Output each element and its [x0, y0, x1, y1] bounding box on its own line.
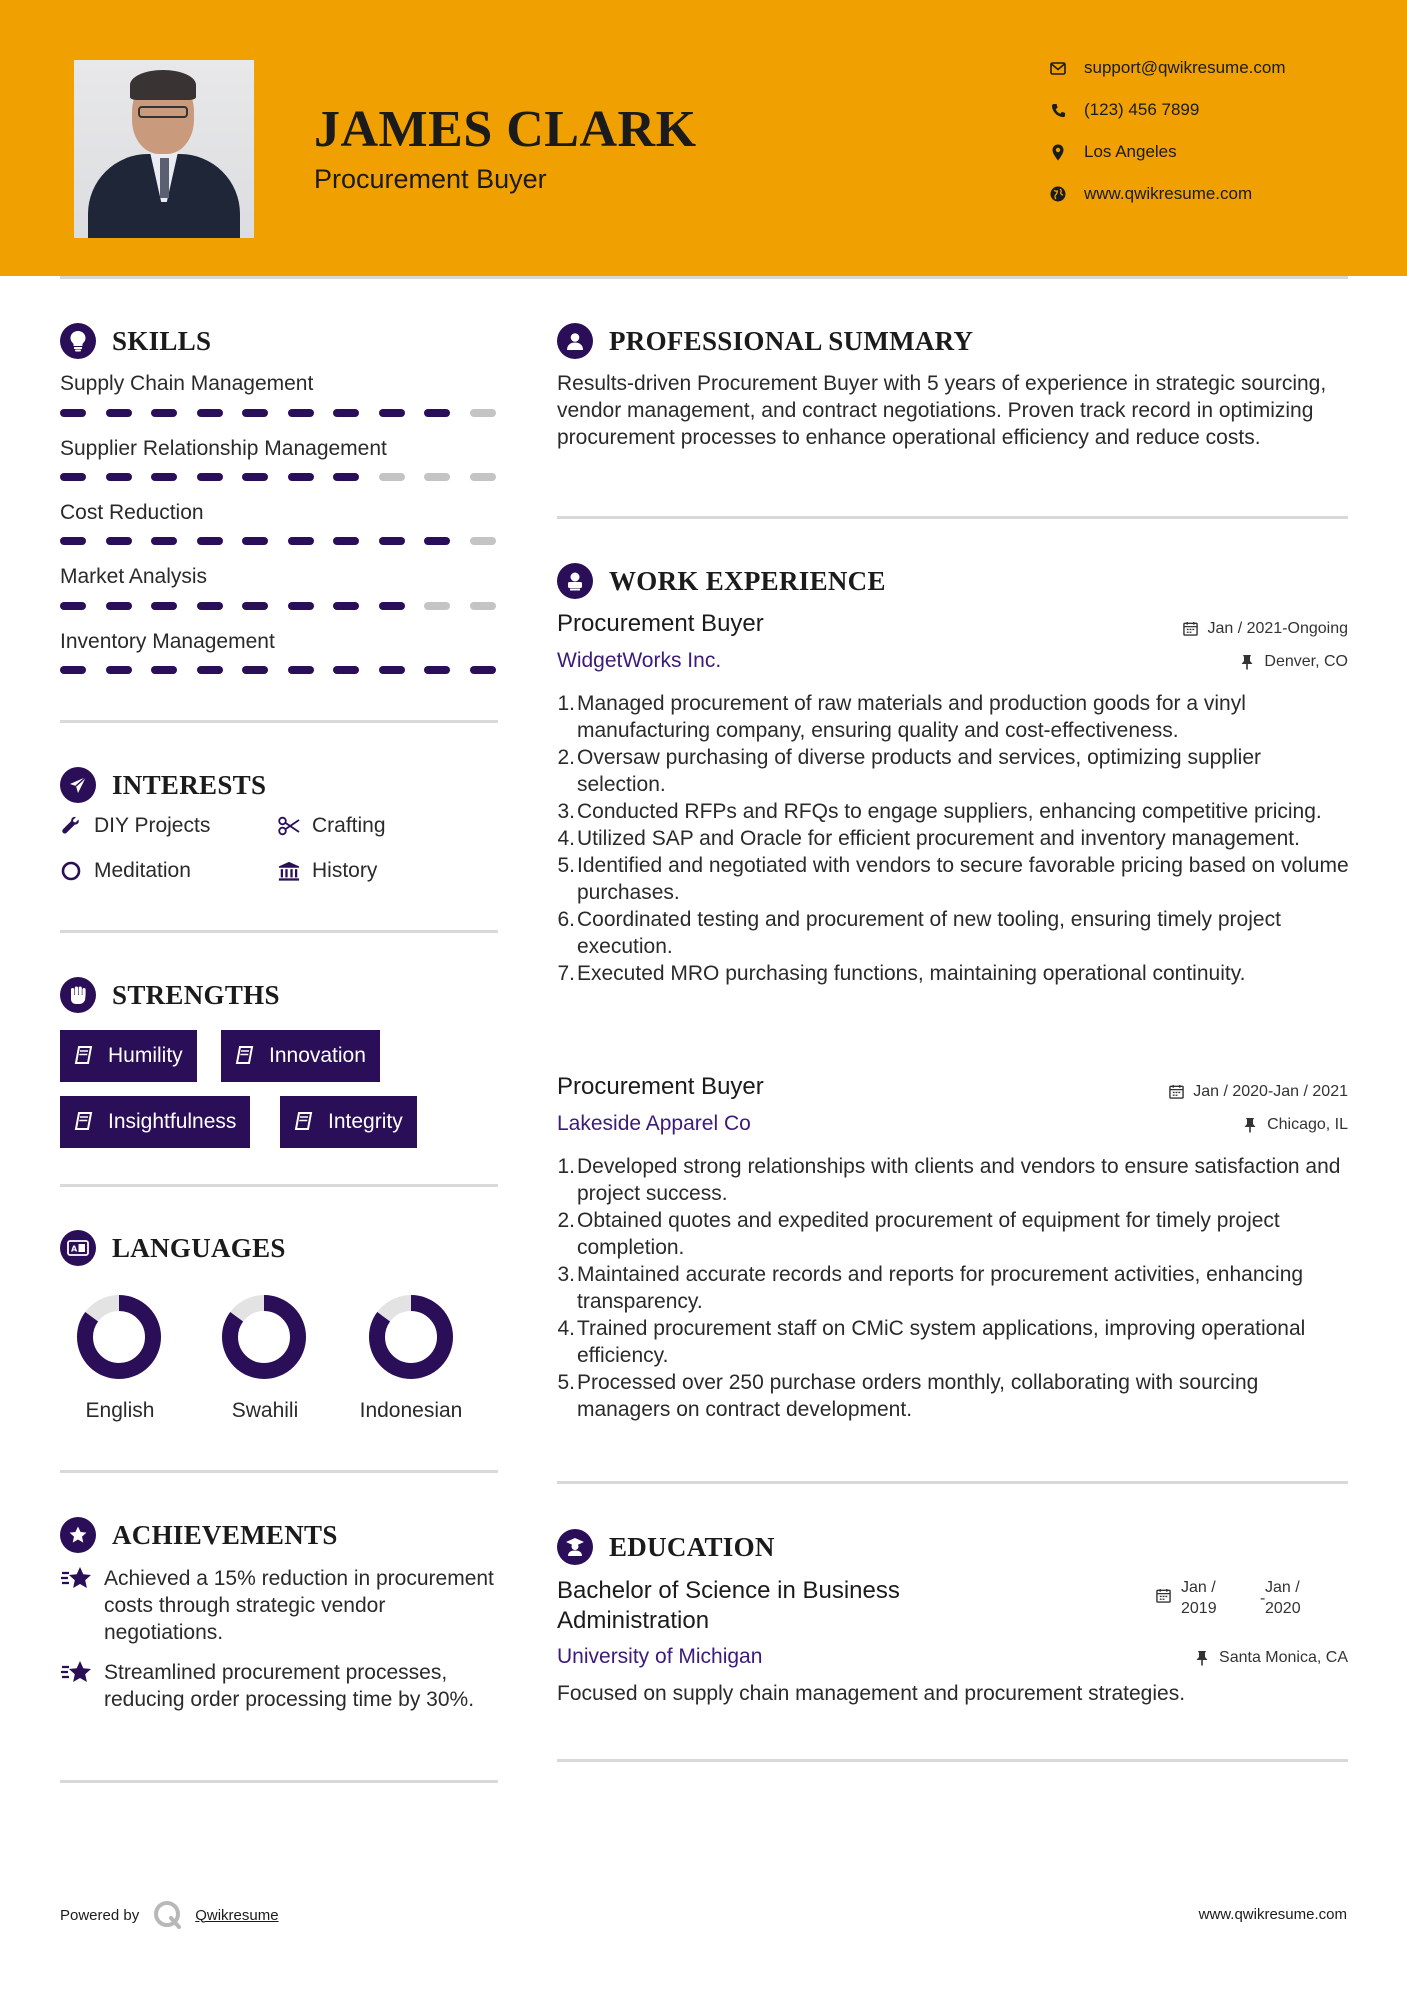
footer-powered-by [60, 1900, 279, 1930]
svg-text:A: A [71, 1244, 78, 1254]
strength-badge: Humility [60, 1030, 197, 1082]
job-bullet: 4. Utilized SAP and Oracle for efficient procurement and inventory management. [557, 827, 1300, 850]
job-dates: Jan / 2021-Ongoing [1183, 620, 1348, 638]
skill-dash [197, 602, 223, 610]
skill-dash [288, 666, 314, 674]
job-bullet-list [554, 1153, 1354, 1423]
wrench-icon [60, 815, 82, 837]
book-icon [74, 1045, 96, 1067]
briefcase-icon [557, 563, 593, 599]
pushpin-icon [1195, 1650, 1211, 1666]
education-description: Focused on supply chain management and procurement strategies. [557, 1682, 1186, 1705]
skill-dash [333, 666, 359, 674]
qwikresume-logo-icon [153, 1900, 183, 1930]
skills-section-title: SKILLS [60, 323, 211, 359]
section-divider [60, 930, 498, 933]
summary-section-title: PROFESSIONAL SUMMARY [557, 323, 973, 359]
skill-dash [379, 409, 405, 417]
skill-dash [288, 602, 314, 610]
calendar-icon [1169, 1084, 1185, 1100]
envelope-icon [1048, 58, 1068, 78]
achievement-item: Streamlined procurement processes, reducing order processing time by 30%. [60, 1659, 500, 1713]
education-section-title: EDUCATION [557, 1529, 775, 1565]
education-end-date: Jan / 2020 [1265, 1579, 1301, 1617]
pushpin-icon [1243, 1117, 1259, 1133]
contact-email-text: support@qwikresume.com [1084, 58, 1286, 77]
candidate-role: Procurement Buyer [314, 164, 547, 194]
job-bullet: 1. Managed procurement of raw materials and production goods for a vinyl manufacturing company, ensuring quality and cost-effectiveness. [557, 692, 1246, 742]
education-location: Santa Monica, CA [1195, 1649, 1348, 1667]
job-title: Procurement Buyer [557, 610, 764, 637]
skill-dash [333, 537, 359, 545]
language-donut [219, 1292, 309, 1382]
job-bullet: 3. Conducted RFPs and RFQs to engage suppliers, enhancing competitive pricing. [557, 800, 1322, 823]
skill-dash [151, 409, 177, 417]
header-divider [60, 276, 1348, 279]
skill-dash [424, 537, 450, 545]
skill-dash [242, 537, 268, 545]
skill-dash [197, 473, 223, 481]
skill-dash [242, 666, 268, 674]
interest-item: History [278, 859, 377, 883]
skill-dash [242, 602, 268, 610]
candidate-name: JAMES CLARK [314, 101, 697, 158]
skill-dash [470, 537, 496, 545]
skill-dash [424, 666, 450, 674]
qwikresume-link[interactable]: Qwikresume [195, 1906, 279, 1924]
calendar-icon [1183, 621, 1199, 637]
lightbulb-icon [60, 323, 96, 359]
job-bullet: 1. Developed strong relationships with clients and vendors to ensure satisfaction and project success. [557, 1155, 1341, 1205]
contact-location-text: Los Angeles [1084, 142, 1177, 161]
museum-icon [278, 860, 300, 882]
language-label: English [85, 1399, 155, 1422]
skill-dash [379, 537, 405, 545]
skill-name: Cost Reduction [60, 501, 204, 524]
languages-section-title: A LANGUAGES [60, 1230, 286, 1266]
powered-by-text: Powered by [60, 1906, 140, 1924]
job-bullet: 7. Executed MRO purchasing functions, maintaining operational continuity. [557, 962, 1246, 985]
language-label: Indonesian [359, 1399, 463, 1422]
company-name: Lakeside Apparel Co [557, 1112, 751, 1135]
achievements-section-title: ACHIEVEMENTS [60, 1517, 338, 1553]
skill-dash [379, 602, 405, 610]
user-icon [557, 323, 593, 359]
language-icon [60, 1230, 96, 1266]
section-divider [60, 1780, 498, 1783]
section-divider [557, 1481, 1348, 1484]
contact-location [1048, 142, 1177, 162]
section-divider [557, 1759, 1348, 1762]
strength-badge: Innovation [221, 1030, 380, 1082]
skill-bar [60, 602, 500, 610]
language-donut [74, 1292, 164, 1382]
education-start-date: Jan / 2019 [1181, 1579, 1217, 1617]
education-date-dash: - [1260, 1590, 1266, 1607]
skill-dash [424, 473, 450, 481]
graduate-icon [557, 1529, 593, 1565]
strength-badge: Integrity [280, 1096, 417, 1148]
map-pin-icon [1048, 142, 1068, 162]
skill-dash [106, 666, 132, 674]
resume-header [0, 0, 1407, 276]
strengths-section-title: STRENGTHS [60, 977, 280, 1013]
job-location: Denver, CO [1240, 653, 1348, 671]
job-bullet: 5. Identified and negotiated with vendors to secure favorable pricing based on volume purchases. [557, 854, 1349, 904]
skill-dash [60, 537, 86, 545]
skill-dash [60, 409, 86, 417]
job-bullet: 6. Coordinated testing and procurement of new tooling, ensuring timely project execution. [557, 908, 1281, 958]
skill-dash [333, 409, 359, 417]
skill-dash [106, 602, 132, 610]
skill-dash [60, 602, 86, 610]
interests-section-title: INTERESTS [60, 767, 266, 803]
contact-email[interactable] [1048, 58, 1286, 78]
contact-website-text: www.qwikresume.com [1084, 184, 1253, 203]
job-bullet: 2. Obtained quotes and expedited procurement of equipment for timely project completion. [557, 1209, 1280, 1259]
skill-dash [60, 666, 86, 674]
education-calendar-icon [1156, 1588, 1171, 1608]
skill-name: Inventory Management [60, 630, 275, 653]
skill-name: Market Analysis [60, 565, 208, 588]
skill-dash [379, 666, 405, 674]
pushpin-icon [1240, 654, 1256, 670]
phone-icon [1048, 100, 1068, 120]
skill-dash [60, 473, 86, 481]
skill-dash [242, 409, 268, 417]
job-location: Chicago, IL [1243, 1116, 1348, 1134]
degree-title: Bachelor of Science in Business Administration [557, 1577, 900, 1634]
circle-icon [60, 860, 82, 882]
skill-dash [197, 537, 223, 545]
contact-website[interactable] [1048, 184, 1252, 204]
paper-plane-icon [60, 767, 96, 803]
fist-icon [60, 977, 96, 1013]
section-divider [60, 1184, 498, 1187]
job-bullet-list [554, 690, 1354, 987]
interest-item: Crafting [278, 814, 386, 838]
skill-dash [470, 473, 496, 481]
scissors-icon [278, 815, 300, 837]
skill-dash [106, 409, 132, 417]
contact-phone[interactable] [1048, 100, 1199, 120]
skill-bar [60, 409, 500, 417]
interest-item: Meditation [60, 859, 191, 883]
footer-website[interactable]: www.qwikresume.com [1198, 1906, 1347, 1923]
skill-dash [470, 409, 496, 417]
skill-dash [288, 473, 314, 481]
company-name: WidgetWorks Inc. [557, 649, 722, 672]
skill-dash [197, 666, 223, 674]
job-title: Procurement Buyer [557, 1073, 764, 1100]
job-bullet: 3. Maintained accurate records and reports for procurement activities, enhancing transparency. [557, 1263, 1304, 1313]
section-divider [60, 1470, 498, 1473]
skill-dash [106, 473, 132, 481]
achievement-item: Achieved a 15% reduction in procurement costs through strategic vendor negotiations. [60, 1565, 500, 1646]
skill-dash [151, 537, 177, 545]
experience-section-title: WORK EXPERIENCE [557, 563, 886, 599]
skill-dash [424, 602, 450, 610]
job-dates: Jan / 2020-Jan / 2021 [1169, 1083, 1348, 1101]
skill-bar [60, 537, 500, 545]
language-label: Swahili [231, 1399, 299, 1422]
skill-dash [288, 537, 314, 545]
book-icon [294, 1111, 316, 1133]
skill-bar [60, 666, 500, 674]
skill-dash [106, 537, 132, 545]
skill-dash [379, 473, 405, 481]
job-bullet: 2. Oversaw purchasing of diverse products and services, optimizing supplier selection. [557, 746, 1261, 796]
strength-badge: Insightfulness [60, 1096, 250, 1148]
skill-dash [151, 666, 177, 674]
book-icon [74, 1111, 96, 1133]
star-badge-icon [60, 1517, 96, 1553]
job-bullet: 4. Trained procurement staff on CMiC system applications, improving operational efficiency. [557, 1317, 1306, 1367]
section-divider [60, 720, 498, 723]
interest-item: DIY Projects [60, 814, 210, 838]
star-icon [60, 1565, 94, 1593]
skill-dash [470, 666, 496, 674]
skill-bar [60, 473, 500, 481]
star-icon [60, 1659, 94, 1687]
job-bullet: 5. Processed over 250 purchase orders monthly, collaborating with sourcing managers on contract development. [557, 1371, 1259, 1421]
skill-dash [288, 409, 314, 417]
profile-photo [74, 60, 254, 238]
skill-dash [151, 473, 177, 481]
section-divider [557, 516, 1348, 519]
skill-name: Supply Chain Management [60, 372, 314, 395]
skill-dash [151, 602, 177, 610]
skill-dash [333, 473, 359, 481]
language-donut [366, 1292, 456, 1382]
skill-dash [242, 473, 268, 481]
skill-dash [197, 409, 223, 417]
contact-phone-text: (123) 456 7899 [1084, 100, 1200, 119]
globe-icon [1048, 184, 1068, 204]
skill-dash [424, 409, 450, 417]
summary-text: Results-driven Procurement Buyer with 5 years of experience in strategic sourcing, vendor management, and contract negotiations. Proven track record in optimizing procurement processes to enhance operational efficiency and reduce costs. [557, 372, 1327, 449]
skill-name: Supplier Relationship Management [60, 437, 387, 460]
school-name: University of Michigan [557, 1645, 763, 1668]
skill-dash [470, 602, 496, 610]
skill-dash [333, 602, 359, 610]
book-icon [235, 1045, 257, 1067]
